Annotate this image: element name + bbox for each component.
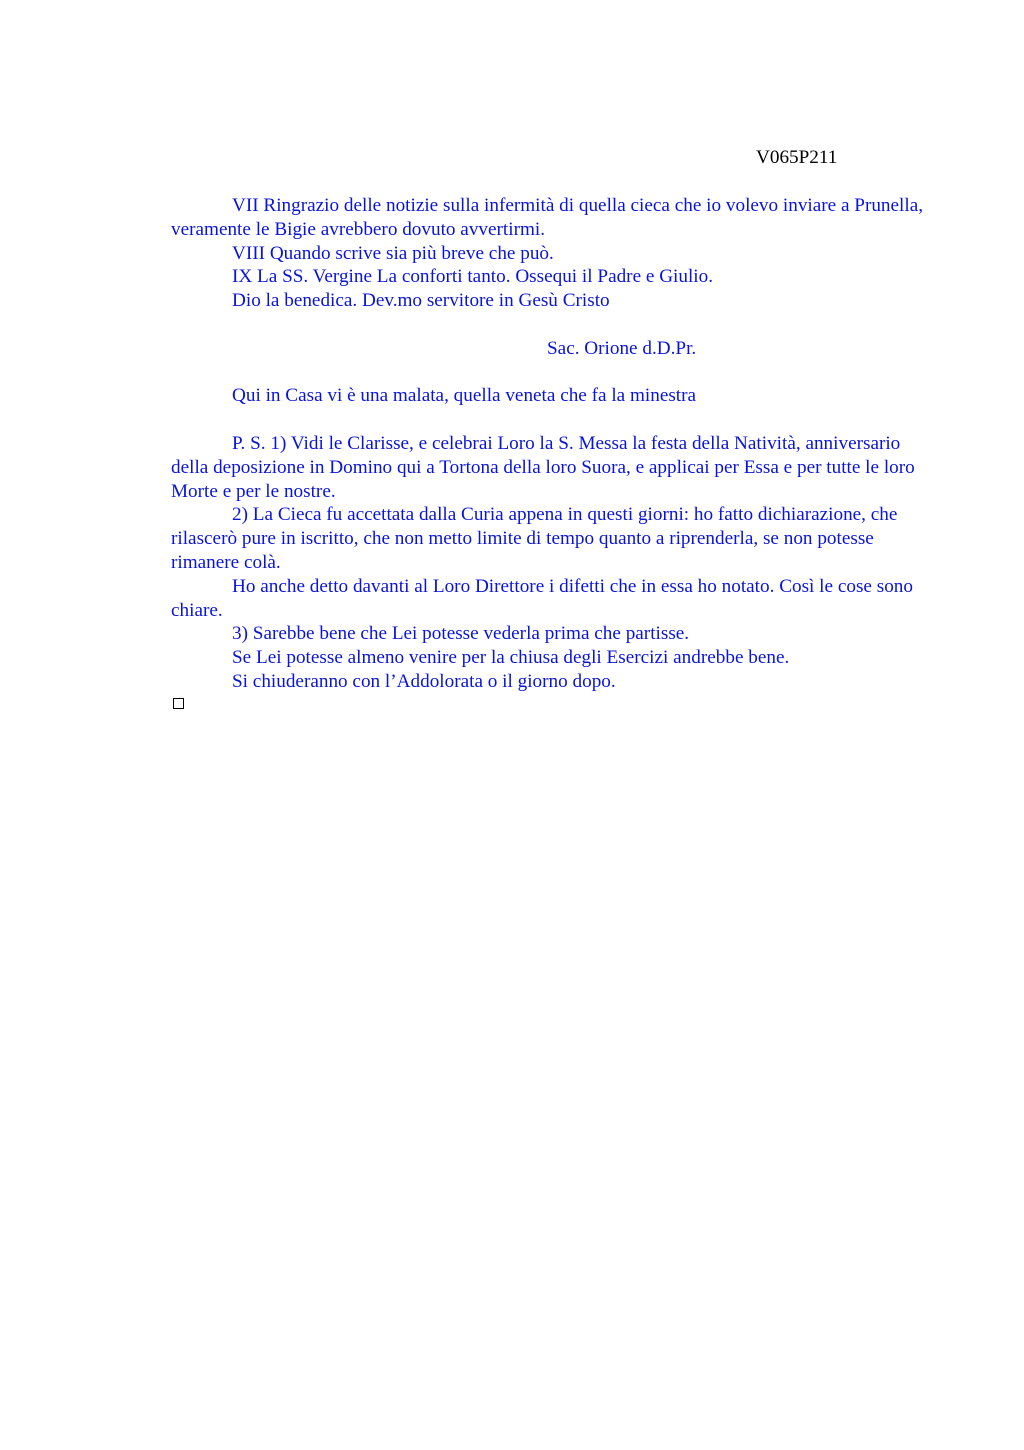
postscript-3-closing: Si chiuderanno con l’Addolorata o il giorno dopo. <box>232 670 616 692</box>
page-reference-code: V065P211 <box>756 147 838 168</box>
letter-body <box>171 194 931 694</box>
point-vii: VII Ringrazio delle notizie sulla infermità di quella cieca che io volevo inviare a Prunella, veramente le Bigie avrebbero dovuto avvertirmi. <box>171 195 924 240</box>
end-marker-box-icon <box>173 698 184 709</box>
postscript-2: 2) La Cieca fu accettata dalla Curia appena in questi giorni: ho fatto dichiarazione, che rilascerò pure in iscritto, che non metto limite di tempo quanto a riprenderla, se non potesse rimanere colà. <box>171 504 898 573</box>
point-viii: VIII Quando scrive sia più breve che può. <box>232 242 554 264</box>
postscript-3: 3) Sarebbe bene che Lei potesse vederla prima che partisse. <box>232 623 690 645</box>
spacer <box>171 361 931 385</box>
house-note: Qui in Casa vi è una malata, quella veneta che fa la minestra <box>232 385 697 407</box>
signature: Sac. Orione d.D.Pr. <box>547 337 697 359</box>
spacer <box>171 313 931 337</box>
postscript-3-visit: Se Lei potesse almeno venire per la chiusa degli Esercizi andrebbe bene. <box>232 647 790 669</box>
point-ix: IX La SS. Vergine La conforti tanto. Ossequi il Padre e Giulio. <box>232 266 714 288</box>
postscript-1: P. S. 1) Vidi le Clarisse, e celebrai Loro la S. Messa la festa della Natività, anniversario della deposizione in Domino qui a Tortona della loro Suora, e applicai per Essa e per tutte le loro Morte e per le nostre. <box>171 432 915 502</box>
postscript-2-continued: Ho anche detto davanti al Loro Direttore i difetti che in essa ho notato. Così le cose sono chiare. <box>171 575 913 621</box>
spacer <box>171 408 931 432</box>
blessing-line: Dio la benedica. Dev.mo servitore in Gesù Cristo <box>232 290 610 312</box>
